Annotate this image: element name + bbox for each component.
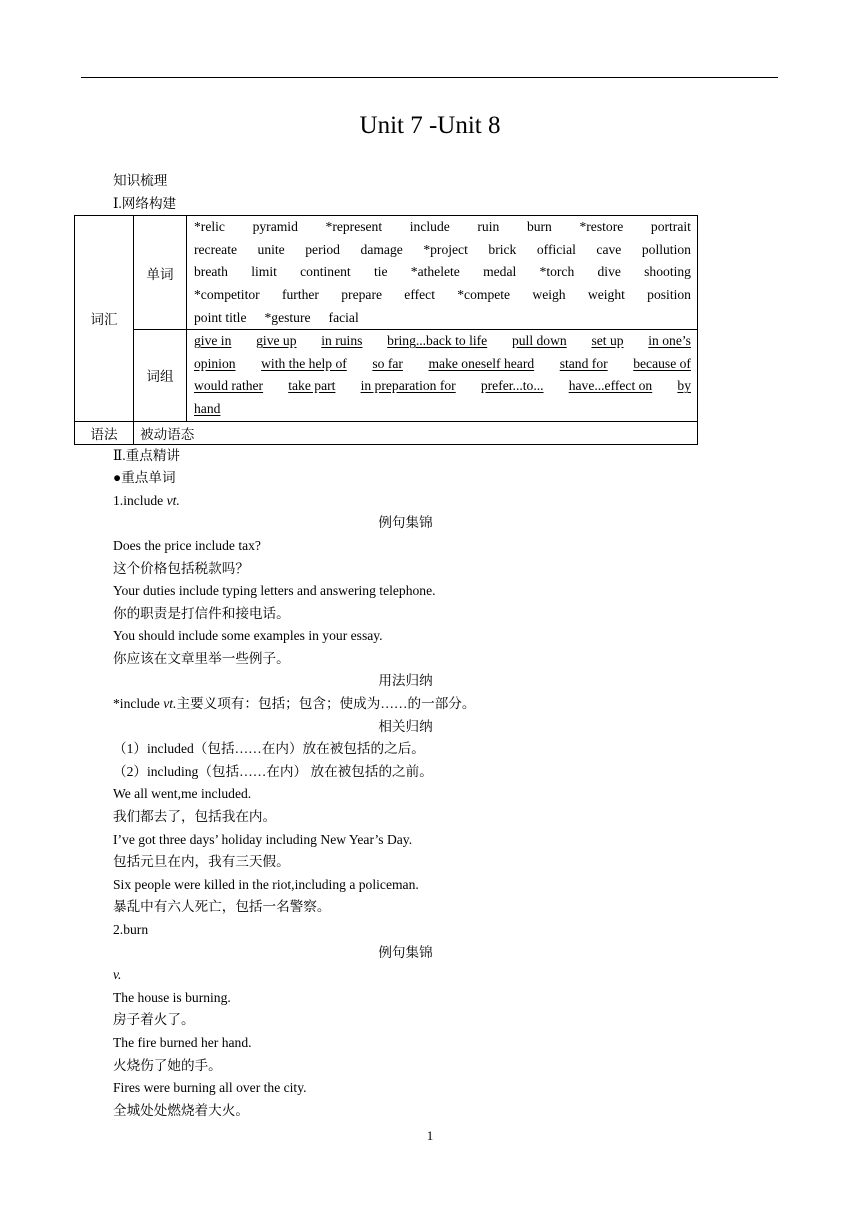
phrase-item: make oneself heard	[428, 355, 535, 371]
word-item: include	[409, 219, 450, 235]
phrase-line	[194, 330, 691, 353]
page-number: 1	[426, 1128, 434, 1143]
burn-pos	[113, 964, 698, 987]
section-heading: 知识梳理	[113, 173, 168, 188]
related-sentence: 我们都去了，包括我在内。	[113, 809, 277, 825]
example-sentence: 全城处处燃烧着大火。	[113, 1102, 249, 1118]
phrase-label: 词组	[146, 369, 174, 385]
phrase-item: hand	[194, 400, 221, 416]
include-examples-title: 例句集锦	[378, 515, 433, 531]
word-item: *athelete	[410, 264, 460, 280]
word-label-cell	[134, 216, 187, 330]
word-line	[194, 261, 691, 284]
grammar-value: 被动语态	[140, 426, 195, 442]
usage-pos: vt.	[163, 696, 177, 712]
phrase-item: in one’s	[648, 333, 691, 349]
word-item: medal	[483, 264, 517, 280]
include-headword	[113, 490, 698, 513]
part1-heading: Ⅰ.网络构建	[113, 195, 177, 211]
word-item: portrait	[650, 219, 691, 235]
phrase-item: in ruins	[321, 333, 363, 349]
word-item: burn	[526, 219, 552, 235]
related-sentence: Six people were killed in the riot,including a policeman.	[113, 876, 419, 892]
word-item: *compete	[457, 286, 511, 302]
example-sentence: 你的职责是打信件和接电话。	[113, 605, 290, 621]
key-words-heading: ●重点单词	[113, 470, 176, 486]
word-item: effect	[404, 286, 435, 302]
word-item: breath	[194, 264, 228, 280]
word-item: *restore	[579, 219, 624, 235]
phrase-label-cell	[134, 330, 187, 421]
related-sentence: We all went,me included.	[113, 786, 252, 802]
related-sentence: （1）included（包括……在内）放在被包括的之后。	[113, 741, 425, 757]
word-item: weight	[587, 286, 625, 302]
word-item: official	[536, 241, 576, 257]
example-sentence: Your duties include typing letters and answering telephone.	[113, 583, 436, 599]
grammar-label-cell	[75, 421, 134, 444]
word-item: recreate	[194, 241, 237, 257]
word-item: *represent	[325, 219, 383, 235]
word-item: limit	[251, 264, 277, 280]
phrase-item: pull down	[511, 333, 567, 349]
example-sentence: 这个价格包括税款吗？	[113, 560, 249, 576]
word-item: brick	[488, 241, 517, 257]
word-item: position	[647, 286, 691, 302]
network-table	[74, 215, 698, 444]
vocab-label: 词汇	[90, 312, 118, 328]
usage-prefix: *include	[113, 696, 164, 712]
related-sentence: 暴乱中有六人死亡，包括一名警察。	[113, 899, 331, 915]
include-headword-text: 1.include	[113, 492, 167, 508]
example-sentence: 你应该在文章里举一些例子。	[113, 650, 290, 666]
example-sentence: Fires were burning all over the city.	[113, 1080, 307, 1096]
phrase-line	[194, 398, 691, 421]
related-sentence: （2）including（包括……在内） 放在被包括的之前。	[113, 763, 433, 779]
word-item: *torch	[539, 264, 575, 280]
phrase-item: with the help of	[261, 355, 347, 371]
usage-text: 主要义项有：包括；包含；使成为……的一部分。	[176, 696, 476, 712]
word-item: unite	[257, 241, 285, 257]
page-title: Unit 7 -Unit 8	[359, 112, 501, 139]
phrase-line	[194, 375, 691, 398]
header-rule	[81, 77, 778, 78]
word-label: 单词	[146, 266, 174, 282]
phrase-item: set up	[591, 333, 624, 349]
phrase-item: give up	[256, 333, 297, 349]
phrase-item: bring...back to life	[387, 333, 488, 349]
include-pos: vt.	[166, 492, 180, 508]
phrase-item: by	[677, 378, 691, 394]
example-sentence: Does the price include tax?	[113, 537, 261, 553]
word-item: weigh	[532, 286, 566, 302]
word-item: pyramid	[252, 219, 298, 235]
word-item: further	[281, 286, 319, 302]
related-sentence: I’ve got three days’ holiday including New Year’s Day.	[113, 831, 413, 847]
word-item: dive	[597, 264, 621, 280]
word-item: prepare	[341, 286, 382, 302]
grammar-value-cell	[134, 421, 698, 444]
burn-examples-title: 例句集锦	[378, 944, 433, 960]
word-line	[194, 307, 691, 330]
word-item: *competitor	[194, 286, 260, 302]
word-item: *project	[423, 241, 468, 257]
example-sentence: The house is burning.	[113, 989, 231, 1005]
burn-examples	[113, 987, 698, 1123]
word-item: damage	[360, 241, 403, 257]
phrase-item: take part	[288, 378, 336, 394]
word-item: cave	[596, 241, 622, 257]
word-item: ruin	[477, 219, 500, 235]
word-item: tie	[373, 264, 388, 280]
include-related	[113, 738, 698, 919]
word-item: facial	[328, 309, 359, 325]
phrase-item: have...effect on	[568, 378, 653, 394]
include-examples	[113, 535, 698, 671]
include-usage	[113, 693, 698, 716]
word-item: *gesture	[264, 309, 311, 325]
word-item: *relic	[194, 219, 225, 235]
include-usage-title: 用法归纳	[378, 673, 433, 689]
part2-heading: Ⅱ.重点精讲	[113, 447, 181, 463]
phrase-item: stand for	[559, 355, 608, 371]
example-sentence: 房子着火了。	[113, 1012, 195, 1028]
example-sentence: 火烧伤了她的手。	[113, 1057, 222, 1073]
phrase-item: give in	[194, 333, 232, 349]
phrase-item: opinion	[194, 355, 236, 371]
word-item: shooting	[644, 264, 691, 280]
phrase-item: prefer...to...	[480, 378, 544, 394]
vocab-label-cell	[75, 216, 134, 421]
include-related-title: 相关归纳	[378, 718, 433, 734]
burn-pos-text: v.	[113, 967, 122, 983]
phrase-item: would rather	[194, 378, 264, 394]
phrase-item: so far	[372, 355, 403, 371]
document-body	[90, 170, 698, 1122]
word-item: period	[305, 241, 340, 257]
burn-headword: 2.burn	[113, 922, 149, 937]
phrase-item: because of	[633, 355, 691, 371]
phrase-line	[194, 353, 691, 376]
related-sentence: 包括元旦在内，我有三天假。	[113, 854, 290, 870]
example-sentence: You should include some examples in your essay.	[113, 628, 383, 644]
phrase-item: in preparation for	[360, 378, 456, 394]
word-line	[194, 284, 691, 307]
word-list-cell	[187, 216, 698, 330]
word-line	[194, 216, 691, 239]
grammar-label: 语法	[90, 426, 118, 442]
word-item: point title	[194, 309, 247, 325]
word-item: pollution	[641, 241, 691, 257]
example-sentence: The fire burned her hand.	[113, 1034, 252, 1050]
word-item: continent	[300, 264, 351, 280]
phrase-list-cell	[187, 330, 698, 421]
word-line	[194, 239, 691, 262]
